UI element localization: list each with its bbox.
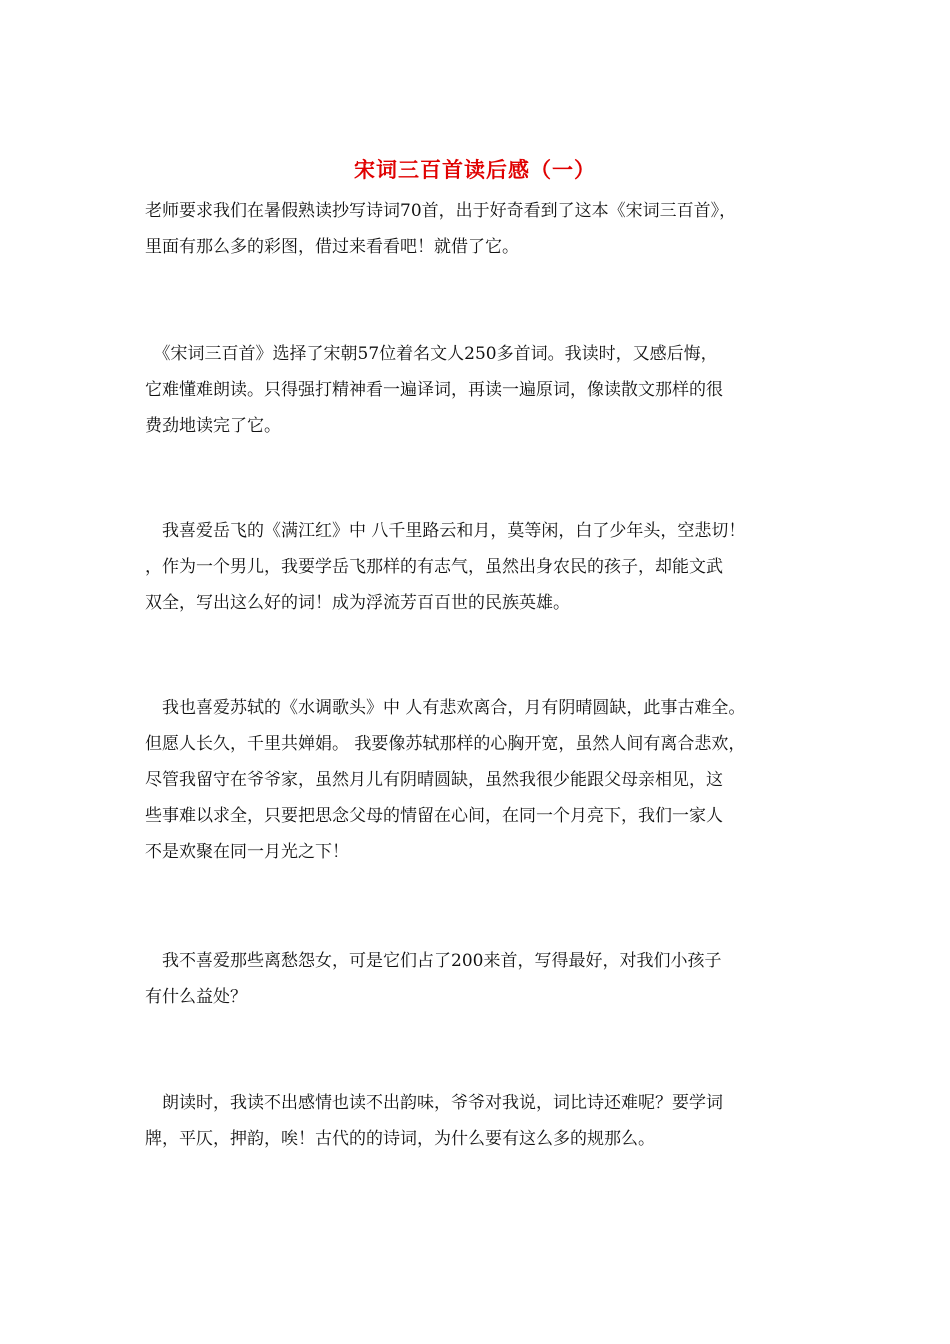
- paragraph-line: 不是欢聚在同一月光之下！: [145, 842, 349, 862]
- paragraph-line: 牌，平仄，押韵，唉！古代的的诗词，为什么要有这么多的规那么。: [145, 1129, 655, 1149]
- paragraph-line: 我也喜爱苏轼的《水调歌头》中 人有悲欢离合，月有阴晴圆缺，此事古难全。: [145, 698, 746, 718]
- paragraph-4: [145, 690, 813, 870]
- document-title: 宋词三百首读后感（一）: [354, 157, 596, 182]
- paragraph-line: 我喜爱岳飞的《满江红》中 八千里路云和月，莫等闲，白了少年头，空悲切！: [145, 521, 746, 541]
- paragraph-line: ，作为一个男儿，我要学岳飞那样的有志气，虽然出身农民的孩子，却能文武: [145, 557, 723, 577]
- paragraph-line: 但愿人长久，千里共婵娟。 我要像苏轼那样的心胸开宽，虽然人间有离合悲欢，: [145, 734, 746, 754]
- paragraph-line: 有什么益处？: [145, 987, 247, 1007]
- paragraph-line: 它难懂难朗读。只得强打精神看一遍译词，再读一遍原词，像读散文那样的很: [145, 380, 723, 400]
- paragraph-line: 费劲地读完了它。: [145, 416, 281, 436]
- paragraph-line: 里面有那么多的彩图，借过来看看吧！就借了它。: [145, 237, 519, 257]
- paragraph-5: [145, 943, 813, 1015]
- paragraph-6: [145, 1085, 813, 1157]
- paragraph-line: 双全，写出这么好的词！成为浮流芳百百世的民族英雄。: [145, 593, 570, 613]
- paragraph-line: 尽管我留守在爷爷家，虽然月儿有阴晴圆缺，虽然我很少能跟父母亲相见，这: [145, 770, 723, 790]
- paragraph-line: 朗读时，我读不出感情也读不出韵味，爷爷对我说，词比诗还难呢？要学词: [145, 1093, 723, 1113]
- paragraph-line: 些事难以求全，只要把思念父母的情留在心间，在同一个月亮下，我们一家人: [145, 806, 723, 826]
- paragraph-1: [145, 193, 813, 265]
- paragraph-line: 《宋词三百首》选择了宋朝57位着名文人250多首词。我读时，又感后悔，: [145, 344, 718, 364]
- paragraph-line: 我不喜爱那些离愁怨女，可是它们占了200来首，写得最好，对我们小孩子: [145, 951, 722, 971]
- paragraph-2: [145, 336, 813, 444]
- paragraph-line: 老师要求我们在暑假熟读抄写诗词70首，出于好奇看到了这本《宋词三百首》，: [145, 201, 737, 221]
- paragraph-3: [145, 513, 813, 621]
